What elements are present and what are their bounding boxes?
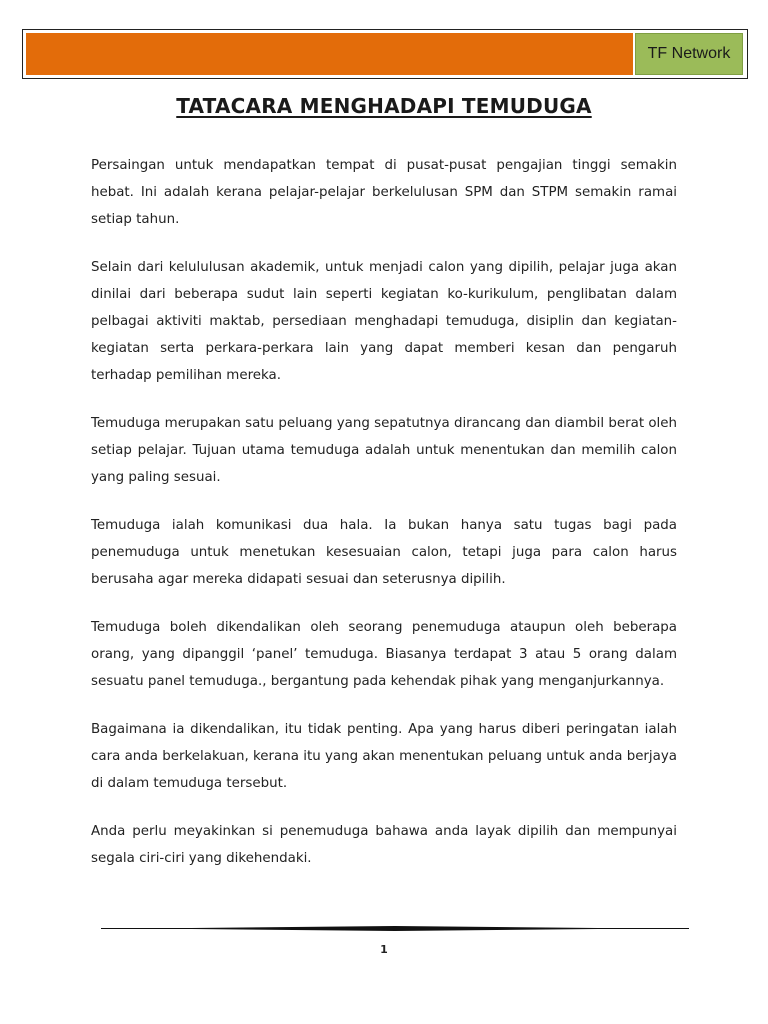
footer-divider bbox=[101, 926, 689, 931]
paragraph-7: Anda perlu meyakinkan si penemuduga bahawa anda layak dipilih dan mempunyai segala ciri-ciri yang dikehendaki. bbox=[91, 824, 677, 866]
document-title: TATACARA MENGHADAPI TEMUDUGA bbox=[176, 94, 592, 118]
paragraph-1: Persaingan untuk mendapatkan tempat di pusat-pusat pengajian tinggi semakin hebat. Ini adalah kerana pelajar-pelajar berkelulusan SPM dan STPM semakin ramai setiap tahun. bbox=[91, 158, 677, 227]
paragraph-6: Bagaimana ia dikendalikan, itu tidak penting. Apa yang harus diberi peringatan ialah cara anda berkelakuan, kerana itu yang akan menentukan peluang untuk anda berjaya di dalam temuduga tersebut. bbox=[91, 722, 677, 791]
document-body bbox=[91, 152, 677, 893]
page-number: 1 bbox=[380, 943, 388, 956]
header-banner bbox=[22, 29, 748, 79]
brand-label: TF Network bbox=[635, 33, 743, 75]
header-accent-bar bbox=[26, 33, 633, 75]
paragraph-5: Temuduga boleh dikendalikan oleh seorang penemuduga ataupun oleh beberapa orang, yang dipanggil ‘panel’ temuduga. Biasanya terdapat 3 atau 5 orang dalam sesuatu panel temuduga., bergantung pada kehendak pihak yang menganjurkannya. bbox=[91, 620, 677, 689]
paragraph-2: Selain dari kelululusan akademik, untuk menjadi calon yang dipilih, pelajar juga akan dinilai dari beberapa sudut lain seperti kegiatan ko-kurikulum, penglibatan dalam pelbagai aktiviti maktab, persediaan menghadapi temuduga, disiplin dan kegiatan-kegiatan serta perkara-perkara lain yang dapat memberi kesan dan pengaruh terhadap pemilihan mereka. bbox=[91, 260, 677, 383]
paragraph-3: Temuduga merupakan satu peluang yang sepatutnya dirancang dan diambil berat oleh setiap pelajar. Tujuan utama temuduga adalah untuk menentukan dan memilih calon yang paling sesuai. bbox=[91, 416, 677, 485]
paragraph-4: Temuduga ialah komunikasi dua hala. Ia bukan hanya satu tugas bagi pada penemuduga untuk menetukan kesesuaian calon, tetapi juga para calon harus berusaha agar mereka didapati sesuai dan seterusnya dipilih. bbox=[91, 518, 677, 587]
